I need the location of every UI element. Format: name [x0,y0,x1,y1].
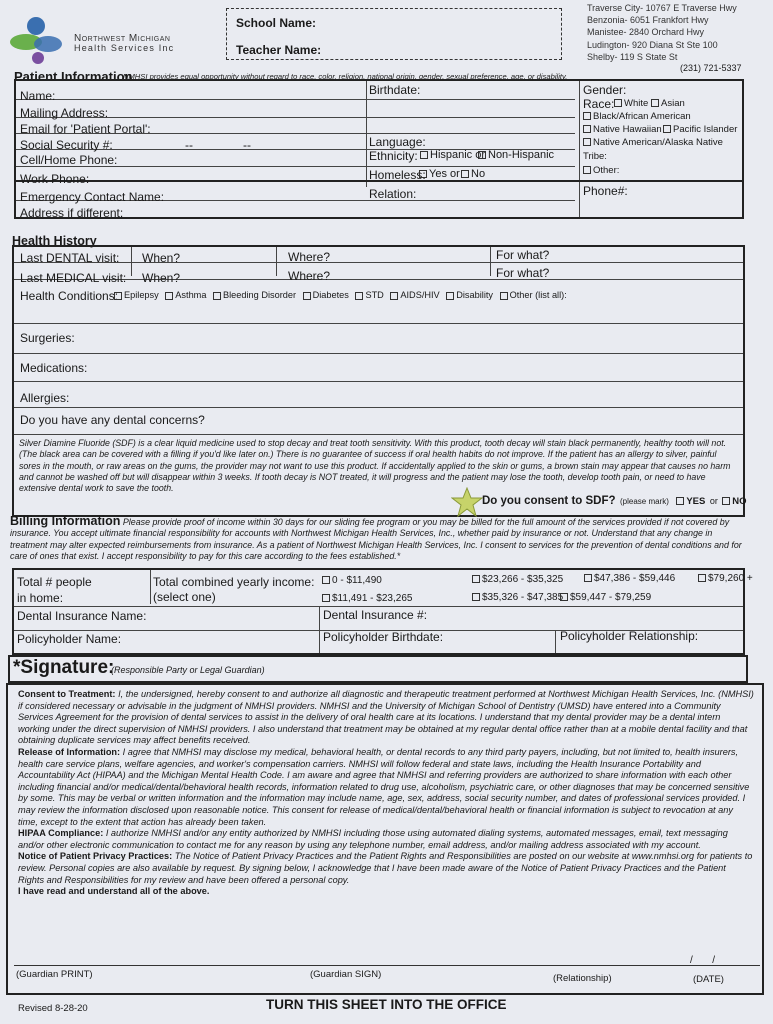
race-white-option[interactable] [614,98,648,109]
dental-for-what-field[interactable]: For what? [496,248,550,262]
disability-checkbox[interactable] [446,292,454,300]
aids-label: AIDS/HIV [400,290,440,300]
logo [8,14,68,66]
medications-field[interactable]: Medications: [20,361,88,375]
location-4: Ludington- 920 Diana St Ste 100 [587,39,718,50]
asthma-checkbox[interactable] [165,292,173,300]
hipaa-title: HIPAA Compliance: [18,828,104,839]
emergency-contact-field[interactable]: Emergency Contact Name: [20,190,165,204]
income-range-3-label: $47,386 - $59,446 [594,573,676,584]
please-mark-label: (please mark) [619,497,669,506]
billing-title: Billing Information [10,514,121,528]
cell-phone-field[interactable]: Cell/Home Phone: [20,153,118,167]
hipaa-text: I authorize NMHSI and/or any entity authorized by NMHSI including those using automated dialing systems, automated messages, email, text messaging and/or other electronic communication to contact me for any reason by using any telephone number, email address, and/or mailing address associated with my account. [18,828,728,850]
homeless-yes-checkbox[interactable] [419,170,427,178]
office-phone: (231) 721-5337 [680,63,742,73]
asthma-label: Asthma [175,290,207,300]
race-native-label: Native American/Alaska Native [593,137,723,148]
total-people-label: Total # people [17,575,92,589]
patient-info-title: Patient Information [14,69,133,84]
turn-in-notice: TURN THIS SHEET INTO THE OFFICE [266,997,507,1012]
hispanic-label: Hispanic or [430,149,486,161]
logo-text-1: Northwest Michigan [74,33,171,44]
signature-line[interactable] [14,965,760,966]
diabetes-checkbox[interactable] [303,292,311,300]
homeless-label: Homeless: [369,168,426,182]
location-3: Manistee- 2840 Orchard Hwy [587,27,705,38]
nonhispanic-label: Non-Hispanic [488,149,555,161]
select-one-label: (select one) [153,590,216,604]
gender-field[interactable]: Gender: [583,83,627,97]
income-range-6[interactable] [472,592,563,603]
ssn-dash-2: -- [243,138,251,152]
consent-text [18,689,754,898]
policyholder-relationship-field[interactable]: Policyholder Relationship: [560,629,699,643]
email-field[interactable]: Email for 'Patient Portal': [20,122,151,136]
medical-for-what-field[interactable]: For what? [496,266,550,280]
sdf-text: Silver Diamine Fluoride (SDF) is a clear liquid medicine used to stop decay and treat tooth sensitivity. With this product, tooth decay will stain black permanently, healthy tooth will not. (The black area can be covered with a filling if you'd like later on.) There is no guarantee of success if oral health habits do not improve. If the patient has an allergy to silver, painful sores in the mouth, or raw areas on the gums, the provider may not want to use this product. If accidentally applied to the skin or gums, a brown stain may appear that causes no harm and cannot be washed off but will disappear within 3 weeks. If tooth decay is NOT treated, it will progress and the patient may lose the tooth, develop tooth pain, or need to have extensive dental work to save the tooth. [19,438,731,494]
income-range-1[interactable] [322,575,382,586]
race-hawaiian-checkbox[interactable] [583,125,591,133]
income-range-7-label: $59,447 - $79,259 [570,592,652,603]
race-native-option[interactable] [583,137,723,148]
homeless-no-label: No [471,168,486,180]
consent-treatment-title: Consent to Treatment: [18,689,116,699]
income-range-2-checkbox[interactable] [472,575,480,583]
condition-other[interactable] [500,290,567,300]
epilepsy-label: Epilepsy [124,290,159,300]
mailing-address-field[interactable]: Mailing Address: [20,106,109,120]
condition-aids[interactable] [390,290,439,300]
income-range-6-checkbox[interactable] [472,593,480,601]
in-home-label: in home: [17,591,64,605]
income-range-3[interactable] [584,573,675,584]
star-shape-icon [451,487,483,517]
aids-checkbox[interactable] [390,292,398,300]
sdf-consent-row [482,491,747,509]
privacy-text: The Notice of Patient Privacy Practices and the Patient Rights and Responsibilities are posted on our website at www.nmhsi.org for patients to review. Personal copies are also available by request. By signing below, I acknowledge that I have been made aware of the Notice of Patient Privacy Practices and the Patient Rights and Responsibilities for my review and have been offered a personal copy. [18,851,753,885]
ssn-dash-1: -- [185,138,193,152]
birthdate-field[interactable]: Birthdate: [369,83,421,97]
ethnicity-label: Ethnicity: [369,149,418,163]
hispanic-option[interactable] [420,149,485,161]
phone-field[interactable]: Phone#: [583,184,628,198]
health-history-title: Health History [12,234,97,248]
income-range-2-label: $23,266 - $35,325 [482,574,564,585]
income-range-4[interactable] [698,573,753,584]
policyholder-birthdate-field[interactable]: Policyholder Birthdate: [323,630,444,644]
disability-label: Disability [456,290,494,300]
signature-label: *Signature: [13,657,115,678]
signature-sub-label: (Responsible Party or Legal Guardian) [111,665,265,675]
nonhispanic-option[interactable] [478,149,554,161]
race-pacific-checkbox[interactable] [663,125,671,133]
health-conditions-label: Health Conditions: [20,289,119,303]
income-range-3-checkbox[interactable] [584,574,592,582]
std-label: STD [365,290,384,300]
medical-when-field[interactable]: When? [142,271,181,285]
race-pacific-option[interactable] [663,124,737,135]
guardian-sign-label: (Guardian SIGN) [310,969,382,980]
sdf-yes-option[interactable] [676,496,705,507]
homeless-no-checkbox[interactable] [461,170,469,178]
condition-std[interactable] [355,290,383,300]
diabetes-label: Diabetes [312,290,349,300]
other-checkbox[interactable] [500,292,508,300]
guardian-print-label: (Guardian PRINT) [16,969,93,980]
locations [587,2,737,63]
work-phone-field[interactable]: Work Phone: [20,172,90,186]
name-field[interactable]: Name: [20,89,56,103]
location-2: Benzonia- 6051 Frankfort Hwy [587,15,709,26]
dental-insurance-name-field[interactable]: Dental Insurance Name: [17,609,147,623]
bleeding-label: Bleeding Disorder [223,290,297,300]
sdf-no-option[interactable] [722,496,746,507]
school-name-field[interactable]: School Name: [236,16,317,30]
sdf-no-checkbox[interactable] [722,497,730,505]
income-range-5[interactable] [322,593,412,604]
allergies-field[interactable]: Allergies: [20,391,70,405]
income-range-1-checkbox[interactable] [322,576,330,584]
teacher-name-field[interactable]: Teacher Name: [236,43,322,57]
income-range-6-label: $35,326 - $47,385 [482,592,564,603]
race-hawaiian-label: Native Hawaiian [593,124,662,135]
location-1: Traverse City- 10767 E Traverse Hwy [587,3,737,13]
race-black-checkbox[interactable] [583,112,591,120]
race-black-option[interactable] [583,111,691,122]
race-other-option[interactable] [583,165,619,176]
sdf-no-label: NO [732,496,747,507]
sdf-yes-checkbox[interactable] [676,497,684,505]
privacy-title: Notice of Patient Privacy Practices: [18,851,173,862]
surgeries-field[interactable]: Surgeries: [20,331,75,345]
condition-asthma[interactable] [165,290,206,300]
race-pacific-label: Pacific Islander [673,124,738,135]
read-understand-text: I have read and understand all of the above. [18,886,210,897]
dental-concerns-field[interactable]: Do you have any dental concerns? [20,413,205,427]
std-checkbox[interactable] [355,292,363,300]
hispanic-checkbox[interactable] [420,151,428,159]
income-range-1-label: 0 - $11,490 [332,575,382,586]
logo-text-2: Health Services Inc [74,43,175,53]
date-slashes: / / [690,955,716,966]
medical-where-field[interactable]: Where? [288,269,331,283]
relationship-label: (Relationship) [553,973,612,984]
dental-where-field[interactable]: Where? [288,250,331,264]
release-title: Release of Information: [18,746,121,757]
tribe-field[interactable]: Tribe: [583,151,607,162]
condition-diabetes[interactable] [303,290,349,300]
condition-epilepsy[interactable] [114,290,159,300]
date-label: (DATE) [693,974,724,985]
income-range-7-checkbox[interactable] [560,593,568,601]
race-other-label: Other: [593,165,620,176]
sdf-or-label: or [709,496,718,506]
homeless-yes-option[interactable] [419,168,460,180]
nonhispanic-checkbox[interactable] [478,151,486,159]
revised-date: Revised 8-28-20 [18,1003,88,1014]
race-black-label: Black/African American [593,111,691,122]
condition-bleeding[interactable] [213,290,296,300]
patient-info-subtitle: NMHSI provides equal opportunity without regard to race, color, religion, national origin, gender, sexual preference, age, or disability. [123,72,568,81]
total-income-label: Total combined yearly income: [153,575,315,589]
sdf-yes-label: YES [686,496,706,507]
conditions-list [114,290,567,300]
epilepsy-checkbox[interactable] [114,292,122,300]
race-label: Race: [583,97,615,111]
location-5: Shelby- 119 S State St [587,51,678,62]
income-range-5-label: $11,491 - $23,265 [332,593,413,604]
other-label: Other (list all): [509,290,567,300]
income-range-2[interactable] [472,574,563,585]
income-range-4-checkbox[interactable] [698,574,706,582]
race-asian-label: Asian [661,98,685,109]
last-medical-label: Last MEDICAL visit: [20,271,127,285]
homeless-no-option[interactable] [461,168,485,180]
bleeding-checkbox[interactable] [213,292,221,300]
dental-insurance-number-field[interactable]: Dental Insurance #: [323,608,428,622]
race-asian-option[interactable] [651,98,685,109]
ssn-field[interactable]: Social Security #: [20,138,113,152]
sdf-consent-question: Do you consent to SDF? [482,495,616,507]
income-range-5-checkbox[interactable] [322,594,330,602]
income-range-4-label: $79,260 + [708,573,753,584]
billing-text: Please provide proof of income within 30 days for our sliding fee program or you may be billed for the full amount of the services provided if not covered by insurance. You accept ultimate financial responsibility for accounts with Northwest Michigan Health Services, Inc., whether paid by insurance or not. Understand that any change in treatment may alter expected reimbursements from insurance. As a patient of Northwest Michigan Health Services, Inc. I consent to services for the prevention of dental conditions and for care of ones that exist. I accept responsibility to pay for this care according to the fees established.* [10,517,742,562]
condition-disability[interactable] [446,290,493,300]
last-dental-label: Last DENTAL visit: [20,251,120,265]
dental-when-field[interactable]: When? [142,251,181,265]
policyholder-name-field[interactable]: Policyholder Name: [17,632,122,646]
race-other-checkbox[interactable] [583,166,591,174]
race-native-checkbox[interactable] [583,138,591,146]
race-hawaiian-option[interactable] [583,124,662,135]
consent-treatment-text: I, the undersigned, hereby consent to and authorize all diagnostic and therapeutic treatment performed at Northwest Michigan Health Services, Inc. (NMHSI) if considered necessary or advisable in the judgment of NMHSI providers. NMHSI and the University of Michigan School of Dentistry (UMSD) have entered into a Community Services Agreement for the provision of dental services to assist in the delivery of oral health care at its locations. I understand that my dental provider may be a dental intern working under the direct supervision of NMHSI providers. I also understand that treatment may be obtained at my regular dental office rather than at a mobile dental facility and that obtaining duplicate services may affect benefits received. [18,689,754,746]
race-asian-checkbox[interactable] [651,99,659,107]
address-diff-field[interactable]: Address if different: [20,206,124,220]
relation-field[interactable]: Relation: [369,187,417,201]
homeless-yes-label: Yes or [429,168,460,180]
race-white-checkbox[interactable] [614,99,622,107]
language-field[interactable]: Language: [369,135,426,149]
logo-mark-icon [8,14,68,66]
income-range-7[interactable] [560,592,651,603]
race-white-label: White [624,98,649,109]
release-text: I agree that NMHSI may disclose my medical, behavioral health, or dental records to any third party payers, including, but not limited to, health insurers, health care service plans, welfare agencies, and worker's compensation carriers. NMHSI will follow federal and state laws, including the Health Insurance Portability and Accountability Act (HIPAA) and the Michigan Mental Health Code. I am aware and agree that NMHSI and referring providers are authorized to share information with each other including financial and/or medical/dental/behavioral health records, information related to drug use, alcoholism, psychiatric care, or other diagnoses that may be concerned sensitive by some. This may be verbal or written information and the information may include name, age, sex, address, social security number, and dates of professional services provided. I may review the information disclosed upon reasonable notice. This consent for release of medical/dental/behavioral health or financial information is subject to revocation at any time, except to the extent that action has already been taken. [18,746,750,827]
billing-section [10,516,750,563]
